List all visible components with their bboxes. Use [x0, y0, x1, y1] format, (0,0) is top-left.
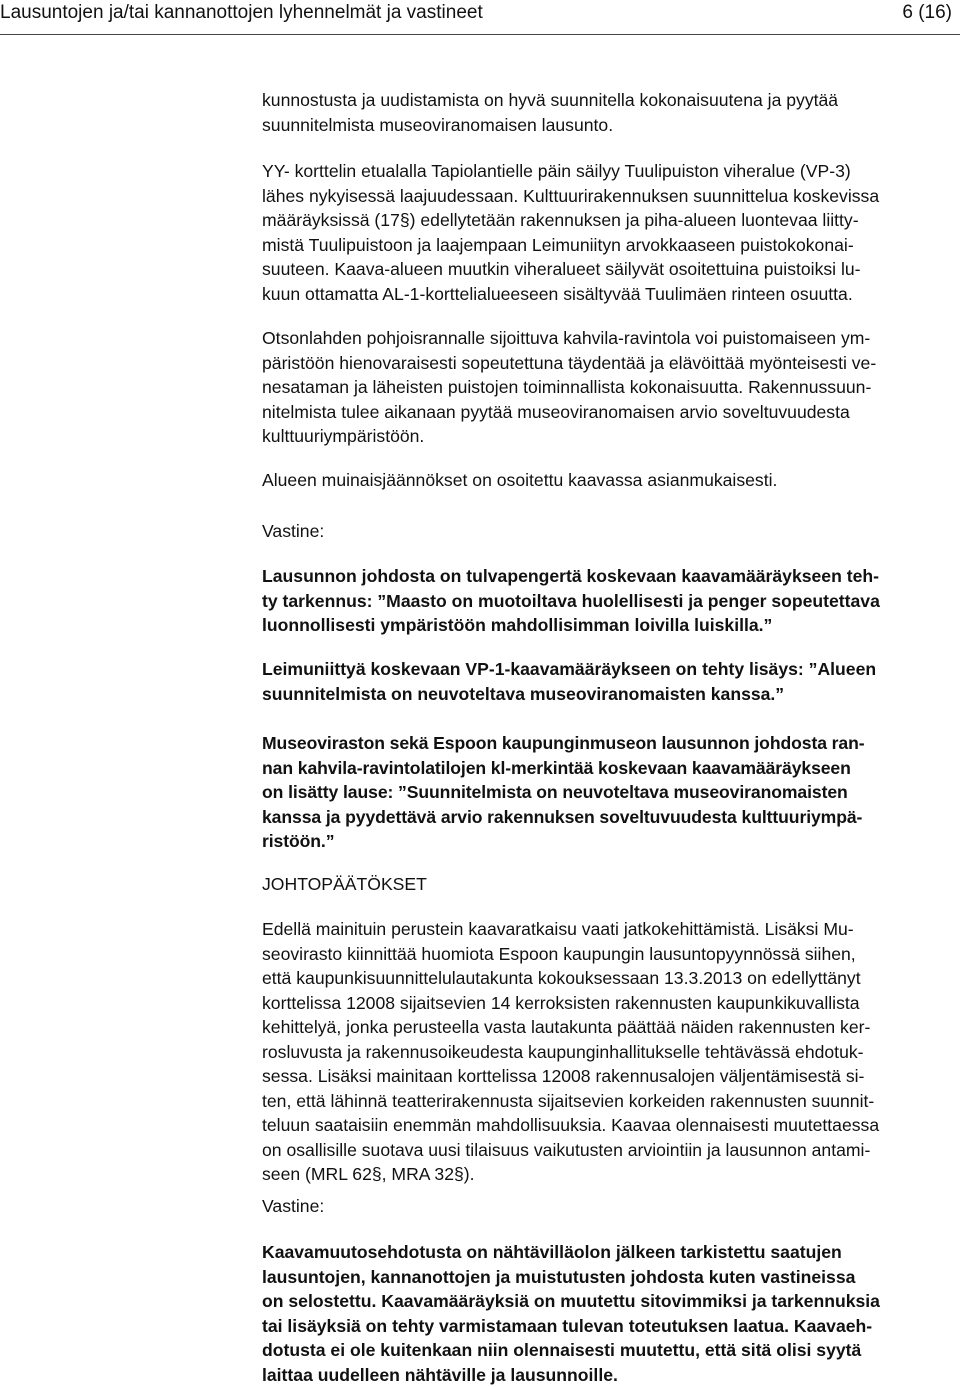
paragraph-kaavamuutosehdotus: [262, 1240, 952, 1387]
text-line: Alueen muinaisjäännökset on osoitettu kaavassa asianmukaisesti.: [262, 468, 952, 493]
paragraph-leimuniitty: [262, 657, 952, 706]
text-line: lähes nykyisessä laajuudessaan. Kulttuurirakennuksen suunnittelua koskevissa: [262, 184, 952, 209]
text-line: luonnollisesti ympäristöön mahdollisimman loivilla luiskilla.”: [262, 613, 952, 638]
text-line: on lisätty lause: ”Suunnitelmista on neuvoteltava museoviranomaisten: [262, 780, 952, 805]
vastine-heading-2: [262, 1194, 952, 1219]
paragraph-museovirasto: [262, 731, 952, 854]
text-line: ristöön.”: [262, 829, 952, 854]
text-line: ten, että lähinnä teatterirakennusta sijaitsevien korkeiden rakennusten suunnit-: [262, 1089, 952, 1114]
text-line: kanssa ja pyydettävä arvio rakennuksen soveltuvuudesta kulttuuriympä-: [262, 805, 952, 830]
text-line: nitelmista tulee aikanaan pyytää museoviranomaisen arvio soveltuvuudesta: [262, 400, 952, 425]
text-line: laittaa uudelleen nähtäville ja lausunnoille.: [262, 1363, 952, 1387]
text-line: mistä Tuulipuistoon ja laajempaan Leimuniityn arvokkaaseen puistokokonai-: [262, 233, 952, 258]
text-line: Vastine:: [262, 519, 952, 544]
text-line: lausuntojen, kannanottojen ja muistutusten johdosta kuten vastineissa: [262, 1265, 952, 1290]
text-line: dotusta ei ole kuitenkaan niin olennaisesti muutettu, että sitä olisi syytä: [262, 1338, 952, 1363]
header-divider: [0, 34, 960, 35]
text-line: määräyksissä (17§) edellytetään rakennuksen ja piha-alueen luontevaa liitty-: [262, 208, 952, 233]
paragraph-muinaisjaannokset: [262, 468, 952, 493]
paragraph-heritage-intro: [262, 88, 952, 137]
text-line: kulttuuriympäristöön.: [262, 424, 952, 449]
text-line: kehittelyä, jonka perusteella vasta lautakunta päättää näiden rakennusten ker-: [262, 1015, 952, 1040]
text-line: kuun ottamatta AL-1-korttelialueeseen sisältyvää Tuulimäen rinteen osuutta.: [262, 282, 952, 307]
paragraph-otsonlahti: [262, 326, 952, 449]
text-line: nesataman ja läheisten puistojen toiminnallista kokonaisuutta. Rakennussuun-: [262, 375, 952, 400]
text-line: Leimuniittyä koskevaan VP-1-kaavamääräykseen on tehty lisäys: ”Alueen: [262, 657, 952, 682]
johtopaatokset-heading: [262, 872, 952, 897]
text-line: kunnostusta ja uudistamista on hyvä suunnitella kokonaisuutena ja pyytää: [262, 88, 952, 113]
text-line: seen (MRL 62§, MRA 32§).: [262, 1162, 952, 1187]
text-line: suuteen. Kaava-alueen muutkin viheralueet säilyvät osoitettuina puistoiksi lu-: [262, 257, 952, 282]
text-line: teluun saataisiin enemmän mahdollisuuksia. Kaavaa olennaisesti muutettaessa: [262, 1113, 952, 1138]
text-line: rosluvusta ja rakennusoikeudesta kaupunginhallitukselle tehtävässä ehdotuk-: [262, 1040, 952, 1065]
text-line: Vastine:: [262, 1194, 952, 1219]
text-line: JOHTOPÄÄTÖKSET: [262, 872, 952, 897]
document-title: Lausuntojen ja/tai kannanottojen lyhennelmät ja vastineet: [0, 2, 483, 24]
text-line: Lausunnon johdosta on tulvapengertä koskevaan kaavamääräykseen teh-: [262, 564, 952, 589]
paragraph-johtopaatokset: [262, 917, 952, 1187]
text-line: nan kahvila-ravintolatilojen kl-merkintää koskevaan kaavamääräykseen: [262, 756, 952, 781]
text-line: tai lisäyksiä on tehty varmistamaan tulevan toteutuksen laatua. Kaavaeh-: [262, 1314, 952, 1339]
text-line: on osallisille suotava uusi tilaisuus vaikutusten arviointiin ja lausunnon antami-: [262, 1138, 952, 1163]
text-line: korttelissa 12008 sijaitsevien 14 kerroksisten rakennusten kaupunkikuvallista: [262, 991, 952, 1016]
paragraph-tulvapenger: [262, 564, 952, 638]
text-line: päristöön hienovaraisesti sopeutettuna täydentää ja elävöittää myönteisesti ve-: [262, 351, 952, 376]
page-header: [0, 0, 960, 38]
text-line: seovirasto kiinnittää huomiota Espoon kaupungin lausuntopyynnössä siihen,: [262, 942, 952, 967]
text-line: on selostettu. Kaavamääräyksiä on muutettu sitovimmiksi ja tarkennuksia: [262, 1289, 952, 1314]
text-line: Museoviraston sekä Espoon kaupunginmuseon lausunnon johdosta ran-: [262, 731, 952, 756]
text-line: suunnitelmista on neuvoteltava museoviranomaisten kanssa.”: [262, 682, 952, 707]
text-line: sessa. Lisäksi mainitaan korttelissa 12008 rakennusalojen väljentämisestä si-: [262, 1064, 952, 1089]
text-line: ty tarkennus: ”Maasto on muotoiltava huolellisesti ja penger sopeutettava: [262, 589, 952, 614]
page-number: 6 (16): [902, 2, 952, 24]
text-line: YY- korttelin etualalla Tapiolantielle päin säilyy Tuulipuiston viheralue (VP-3): [262, 159, 952, 184]
vastine-heading-1: [262, 519, 952, 544]
text-line: Kaavamuutosehdotusta on nähtävilläolon jälkeen tarkistettu saatujen: [262, 1240, 952, 1265]
text-line: Edellä mainituin perustein kaavaratkaisu vaati jatkokehittämistä. Lisäksi Mu-: [262, 917, 952, 942]
paragraph-tuulipuisto: [262, 159, 952, 306]
text-line: suunnitelmista museoviranomaisen lausunto.: [262, 113, 952, 138]
text-line: että kaupunkisuunnittelulautakunta kokouksessaan 13.3.2013 on edellyttänyt: [262, 966, 952, 991]
text-line: Otsonlahden pohjoisrannalle sijoittuva kahvila-ravintola voi puistomaiseen ym-: [262, 326, 952, 351]
